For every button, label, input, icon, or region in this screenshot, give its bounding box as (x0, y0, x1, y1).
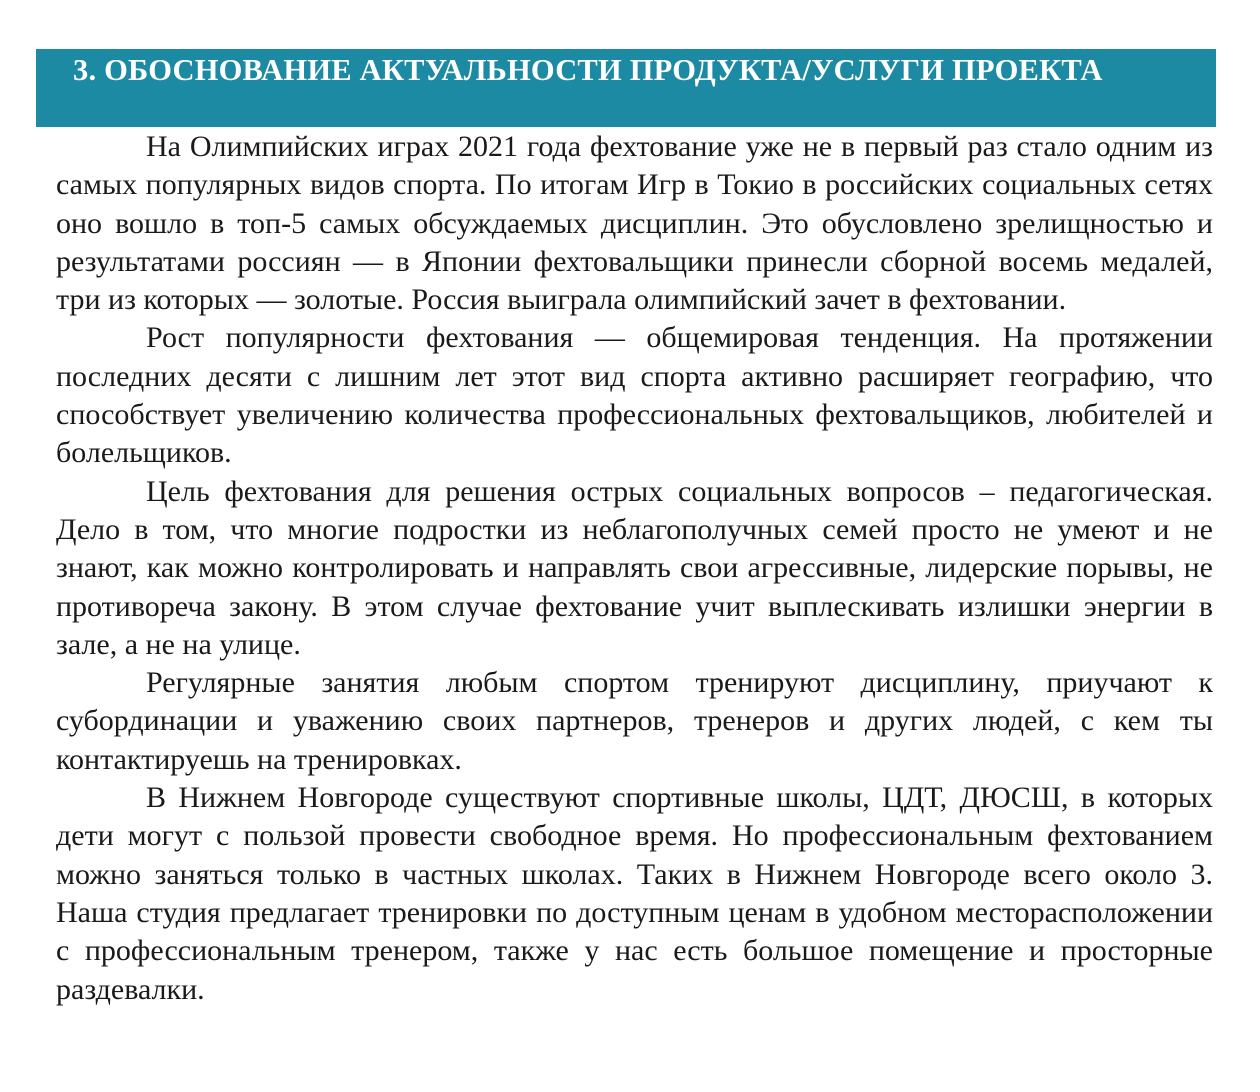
document-body (56, 128, 1213, 1009)
section-title: ОБОСНОВАНИЕ АКТУАЛЬНОСТИ ПРОДУКТА/УСЛУГИ ПРОЕКТА (104, 53, 1103, 87)
paragraph-social-goal: Цель фехтования для решения острых социальных вопросов – педагогическая. Дело в том, что многие подростки из неблагополучных семей просто не умеют и не знают, как можно контролировать и направлять свои агрессивные, лидерские порывы, не противореча закону. В этом случае фехтование учит выплескивать излишки энергии в зале, а не на улице. (56, 474, 1213, 661)
paragraph-discipline: Регулярные занятия любым спортом тренируют дисциплину, приучают к субординации и уважению своих партнеров, тренеров и других людей, с кем ты контактируешь на тренировках. (56, 666, 1213, 776)
section-heading (36, 51, 1212, 89)
paragraph-popularity-trend: Рост популярности фехтования — общемировая тенденция. На протяжении последних десяти с лишним лет этот вид спорта активно расширяет географию, что способствует увеличению количества профессиональных фехтовальщиков, любителей и болельщиков. (56, 321, 1213, 470)
paragraph-nizhny-novgorod: В Нижнем Новгороде существуют спортивные школы, ЦДТ, ДЮСШ, в которых дети могут с пользой провести свободное время. Но профессиональным фехтованием можно заняться только в частных школах. Таких в Нижнем Новгороде всего около 3. Наша студия предлагает тренировки по доступным ценам в удобном месторасположении с профессиональным тренером, также у нас есть большое помещение и просторные раздевалки. (56, 781, 1213, 1006)
paragraph-olympics: На Олимпийских играх 2021 года фехтование уже не в первый раз стало одним из самых популярных видов спорта. По итогам Игр в Токио в российских социальных сетях оно вошло в топ-5 самых обсуждаемых дисциплин. Это обусловлено зрелищностью и результатами россиян — в Японии фехтовальщики принесли сборной восемь медалей, три из которых — золотые. Россия выиграла олимпийский зачет в фехтовании. (56, 130, 1213, 317)
section-number: 3. (73, 53, 97, 87)
